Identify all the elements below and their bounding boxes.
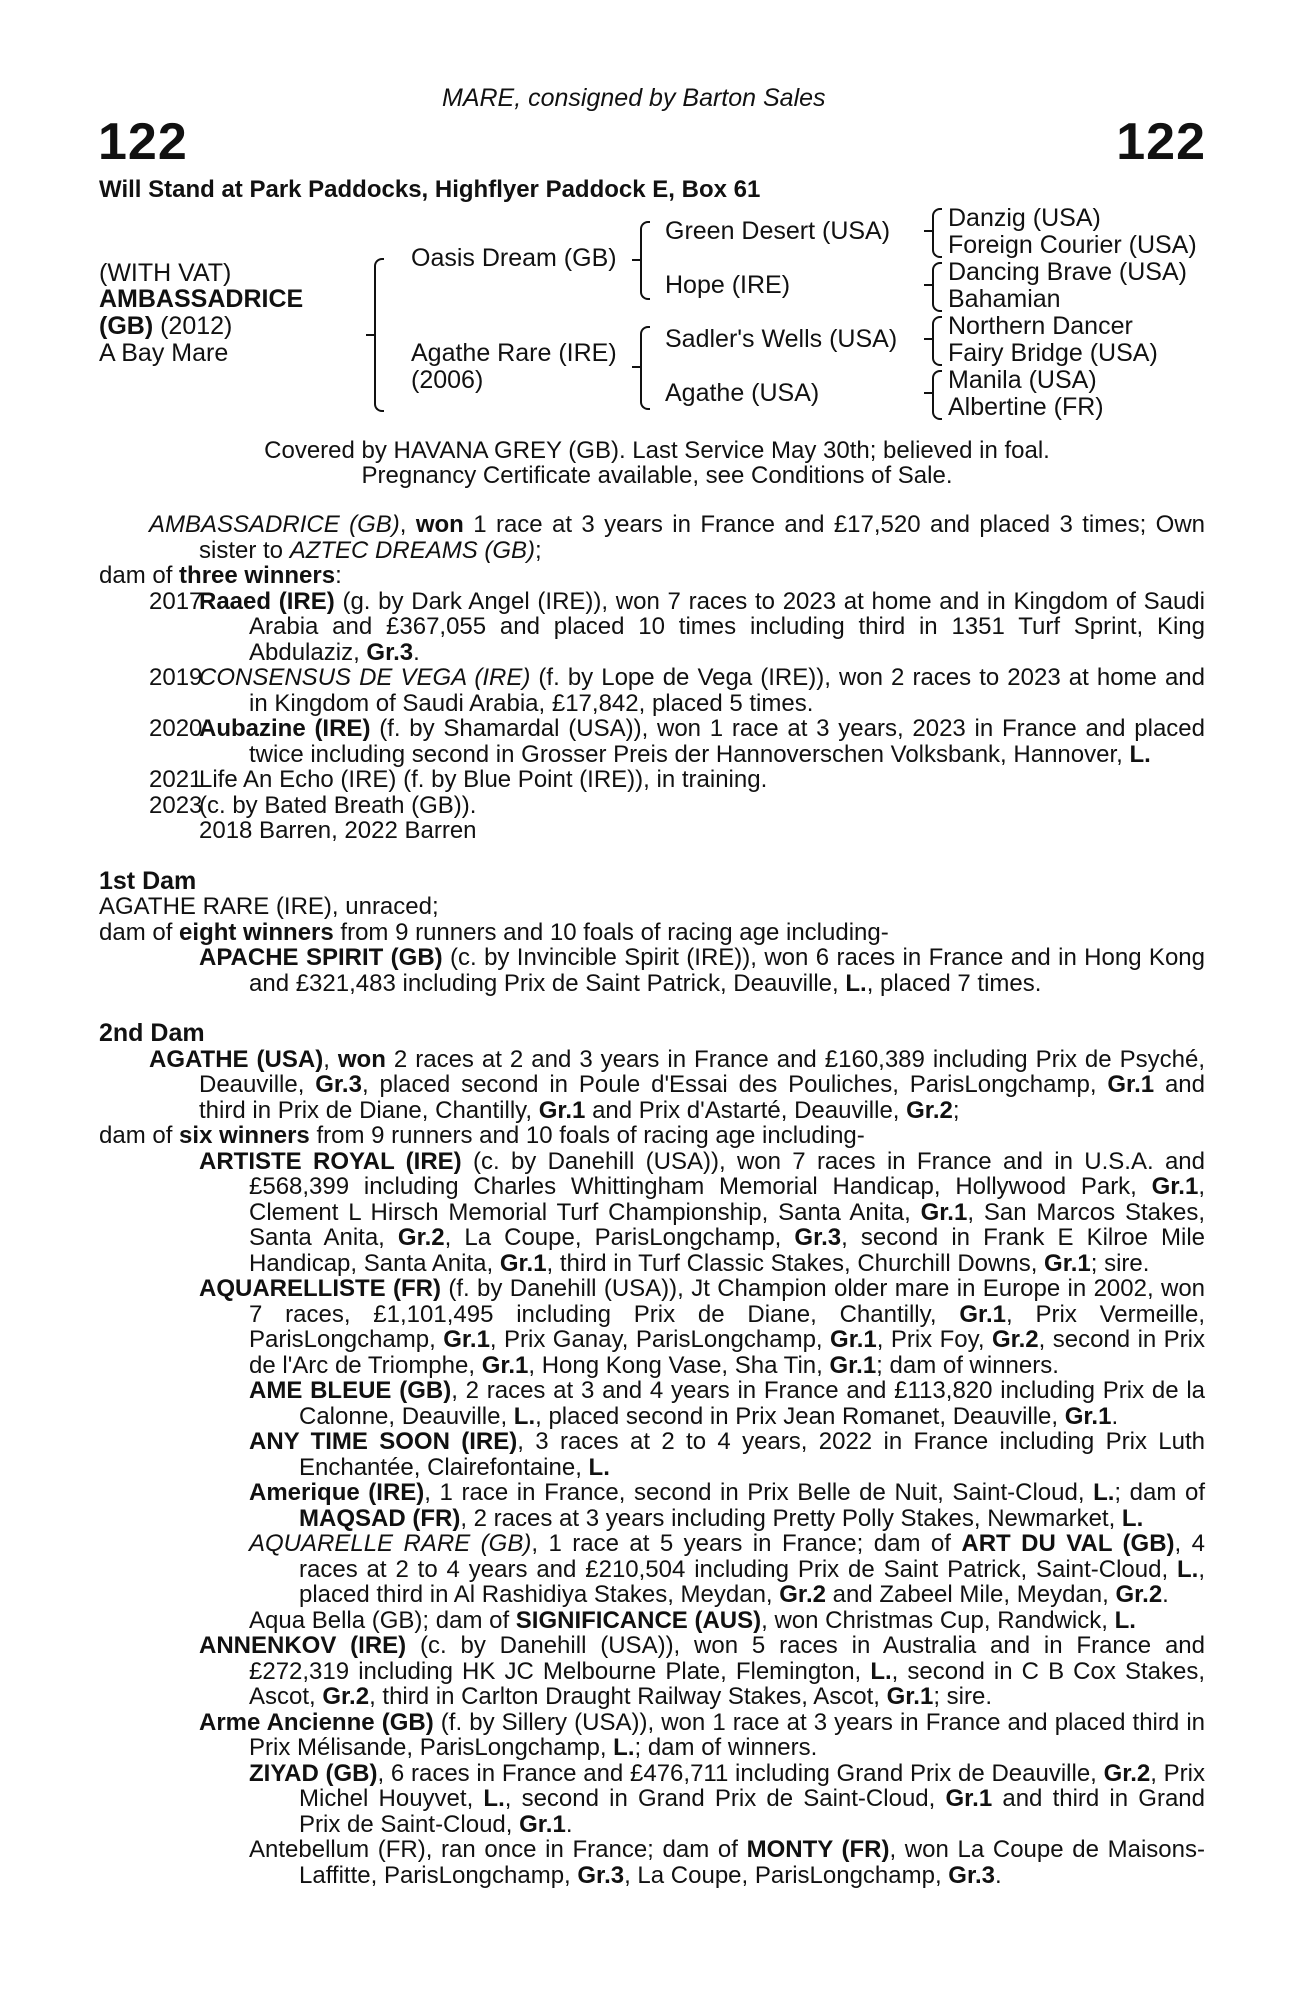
progeny-artiste-royal: ARTISTE ROYAL (IRE) (c. by Danehill (USA)), won 7 races in France and in U.S.A. and £568,399 including Charles Whittingham Memorial Handicap, Hollywood Park, Gr.1, Clement L Hirsch Memorial Turf Championship, Santa Anita, Gr.1, San Marcos Stakes, Santa Anita, Gr.2, La Coupe, ParisLongchamp, Gr.3, second in Frank E Kilroe Mile Handicap, Santa Anita, Gr.1, third in Turf Classic Stakes, Churchill Downs, Gr.1; sire. [199,1147,1206,1277]
pedigree-g2: Foreign Courier (USA) [948,231,1197,259]
progeny-annenkov: ANNENKOV (IRE) (c. by Danehill (USA)), won 5 races in Australia and in France and £272,319 including HK JC Melbourne Plate, Flemington, L., second in C B Cox Stakes, Ascot, Gr.2, third in Carlton Draught Railway Stakes, Ascot, Gr.1; sire. [199,1632,1205,1710]
progeny-ziyad: ZIYAD (GB), 6 races in France and £476,711 including Grand Prix de Deauville, Gr.2, Prix Michel Houyvet, L., second in Grand Prix de Saint-Cloud, Gr.1 and third in Grand Prix de Saint-Cloud, Gr.1. [249,1759,1205,1838]
first-dam-progeny: APACHE SPIRIT (GB) (c. by Invincible Spirit (IRE)), won 6 races in France and in Hong Kong and £321,483 including Prix de Saint Patrick, Deauville, L., placed 7 times. [199,944,1205,997]
pedigree-dam-sire: Sadler's Wells (USA) [665,325,898,353]
horse-description: A Bay Mare [99,339,229,367]
progeny-antebellum: Antebellum (FR), ran once in France; dam of MONTY (FR), won La Coupe de Maisons-Laffitte, ParisLongchamp, Gr.3, La Coupe, ParisLongchamp, Gr.3. [249,1836,1205,1889]
pedigree-brace-main-point [366,334,374,336]
pedigree-sire-dam: Hope (IRE) [665,271,791,299]
pedigree-g4: Bahamian [948,285,1061,313]
second-dam-heading: 2nd Dam [99,1019,205,1047]
produce-row: 2017 Raaed (IRE) (g. by Dark Angel (IRE)), won 7 races to 2023 at home and in Kingdom of Saudi Arabia and £367,055 and placed 10 times including third in 1351 Turf Sprint, King Abdulaziz, Gr.3. [149,587,1205,666]
progeny-aquarelliste: AQUARELLISTE (FR) (f. by Danehill (USA)), Jt Champion older mare in Europe in 2002, won 7 races, £1,101,495 including Prix de Diane, Chantilly, Gr.1, Prix Vermeille, ParisLongchamp, Gr.1, Prix Ganay, ParisLongchamp, Gr.1, Prix Foy, Gr.2, second in Prix de l'Arc de Triomphe, Gr.1, Hong Kong Vase, Sha Tin, Gr.1; dam of winners. [199,1275,1206,1379]
pedigree-g3: Dancing Brave (USA) [948,258,1187,286]
first-dam-heading: 1st Dam [99,866,197,895]
pedigree-g1: Danzig (USA) [948,204,1101,232]
pedigree-brace-dam-point [632,366,640,368]
covered-line-2: Pregnancy Certificate available, see Conditions of Sale. [361,462,953,489]
pedigree-brace-g2-point [924,284,932,286]
progeny-arme-ancienne: Arme Ancienne (GB) (f. by Sillery (USA)), won 1 race at 3 years in France and placed third in Prix Mélisande, ParisLongchamp, L.; dam of winners. [199,1708,1205,1761]
pedigree-sire: Oasis Dream (GB) [411,244,617,272]
second-dam-record: AGATHE (USA), won 2 races at 2 and 3 years in France and £160,389 including Prix de Psyché, Deauville, Gr.3, placed second in Poule d'Essai des Pouliches, ParisLongchamp, Gr.1 and third in Prix de Diane, Chantilly, Gr.1 and Prix d'Astarté, Deauville, Gr.2; [149,1045,1206,1124]
progeny-any-time-soon: ANY TIME SOON (IRE), 3 races at 2 to 4 years, 2022 in France including Prix Luth Enchantée, Clairefontaine, L. [249,1428,1205,1481]
pedigree-brace-g1 [932,208,942,258]
produce-row: 2019 CONSENSUS DE VEGA (IRE) (f. by Lope de Vega (IRE)), won 2 races to 2023 at home and in Kingdom of Saudi Arabia, £17,842, placed 5 times. [149,664,1205,717]
consignment-line: MARE, consigned by Barton Sales [442,84,826,112]
pedigree-brace-g2 [932,262,942,312]
subject-dam-of: dam of three winners: [99,562,342,589]
covered-line-1: Covered by HAVANA GREY (GB). Last Service May 30th; believed in foal. [264,437,1050,464]
lot-number-left: 122 [98,113,188,171]
pedigree-brace-g1-point [924,230,932,232]
progeny-aquarelle-rare: AQUARELLE RARE (GB), 1 race at 5 years in France; dam of ART DU VAL (GB), 4 races at 2 to 4 years and £210,504 including Prix de Saint Patrick, Saint-Cloud, L., placed third in Al Rashidiya Stakes, Meydan, Gr.2 and Zabeel Mile, Meydan, Gr.2. [249,1530,1206,1608]
pedigree-brace-sire [640,221,650,300]
produce-row: 2023 (c. by Bated Breath (GB)). [149,791,477,819]
produce-barren: 2018 Barren, 2022 Barren [199,817,477,844]
progeny-aqua-bella: Aqua Bella (GB); dam of SIGNIFICANCE (AUS), won Christmas Cup, Randwick, L. [249,1606,1136,1634]
pedigree-dam-dam: Agathe (USA) [665,379,820,407]
pedigree-g5: Northern Dancer [948,312,1133,340]
pedigree-brace-sire-point [632,259,640,261]
pedigree-g8: Albertine (FR) [948,393,1104,421]
pedigree-brace-g3-point [924,338,932,340]
progeny-ame-bleue: AME BLEUE (GB), 2 races at 3 and 4 years in France and £113,820 including Prix de la Calonne, Deauville, L., placed second in Prix Jean Romanet, Deauville, Gr.1. [249,1377,1205,1430]
pedigree-sire-sire: Green Desert (USA) [665,217,891,245]
pedigree-g6: Fairy Bridge (USA) [948,339,1158,367]
stand-location: Will Stand at Park Paddocks, Highflyer Paddock E, Box 61 [99,176,761,203]
covered-notice [100,438,1214,488]
pedigree-brace-g4-point [924,392,932,394]
produce-row: 2021 Life An Echo (IRE) (f. by Blue Point (IRE)), in training. [149,766,768,793]
pedigree-brace-g3 [932,316,942,366]
horse-origin: (GB) (2012) [99,312,233,340]
race-record [99,512,1205,1888]
pedigree-g7: Manila (USA) [948,366,1097,394]
progeny-amerique: Amerique (IRE), 1 race in France, second in Prix Belle de Nuit, Saint-Cloud, L.; dam of MAQSAD (FR), 2 races at 3 years including Pretty Polly Stakes, Newmarket, L. [249,1479,1205,1532]
horse-name: AMBASSADRICE [99,285,304,313]
vat-label: (WITH VAT) [99,259,232,287]
first-dam-line: AGATHE RARE (IRE), unraced; [99,893,439,920]
second-dam-winners: dam of six winners from 9 runners and 10 foals of racing age including- [99,1122,865,1149]
produce-row: 2020 Aubazine (IRE) (f. by Shamardal (USA)), won 1 race at 3 years, 2023 in France and placed twice including second in Grosser Preis der Hannoverschen Volksbank, Hannover, L. [149,715,1205,768]
pedigree-brace-main [374,258,384,412]
lot-number-right: 122 [1116,113,1206,171]
pedigree-brace-dam [640,326,650,410]
pedigree-dam: Agathe Rare (IRE) [411,339,617,367]
pedigree-dam-year: (2006) [411,366,484,394]
pedigree-brace-g4 [932,370,942,420]
subject-record: AMBASSADRICE (GB), won 1 race at 3 years in France and £17,520 and placed 3 times; Own sister to AZTEC DREAMS (GB); [149,511,1205,564]
first-dam-winners: dam of eight winners from 9 runners and 10 foals of racing age including- [99,918,889,946]
